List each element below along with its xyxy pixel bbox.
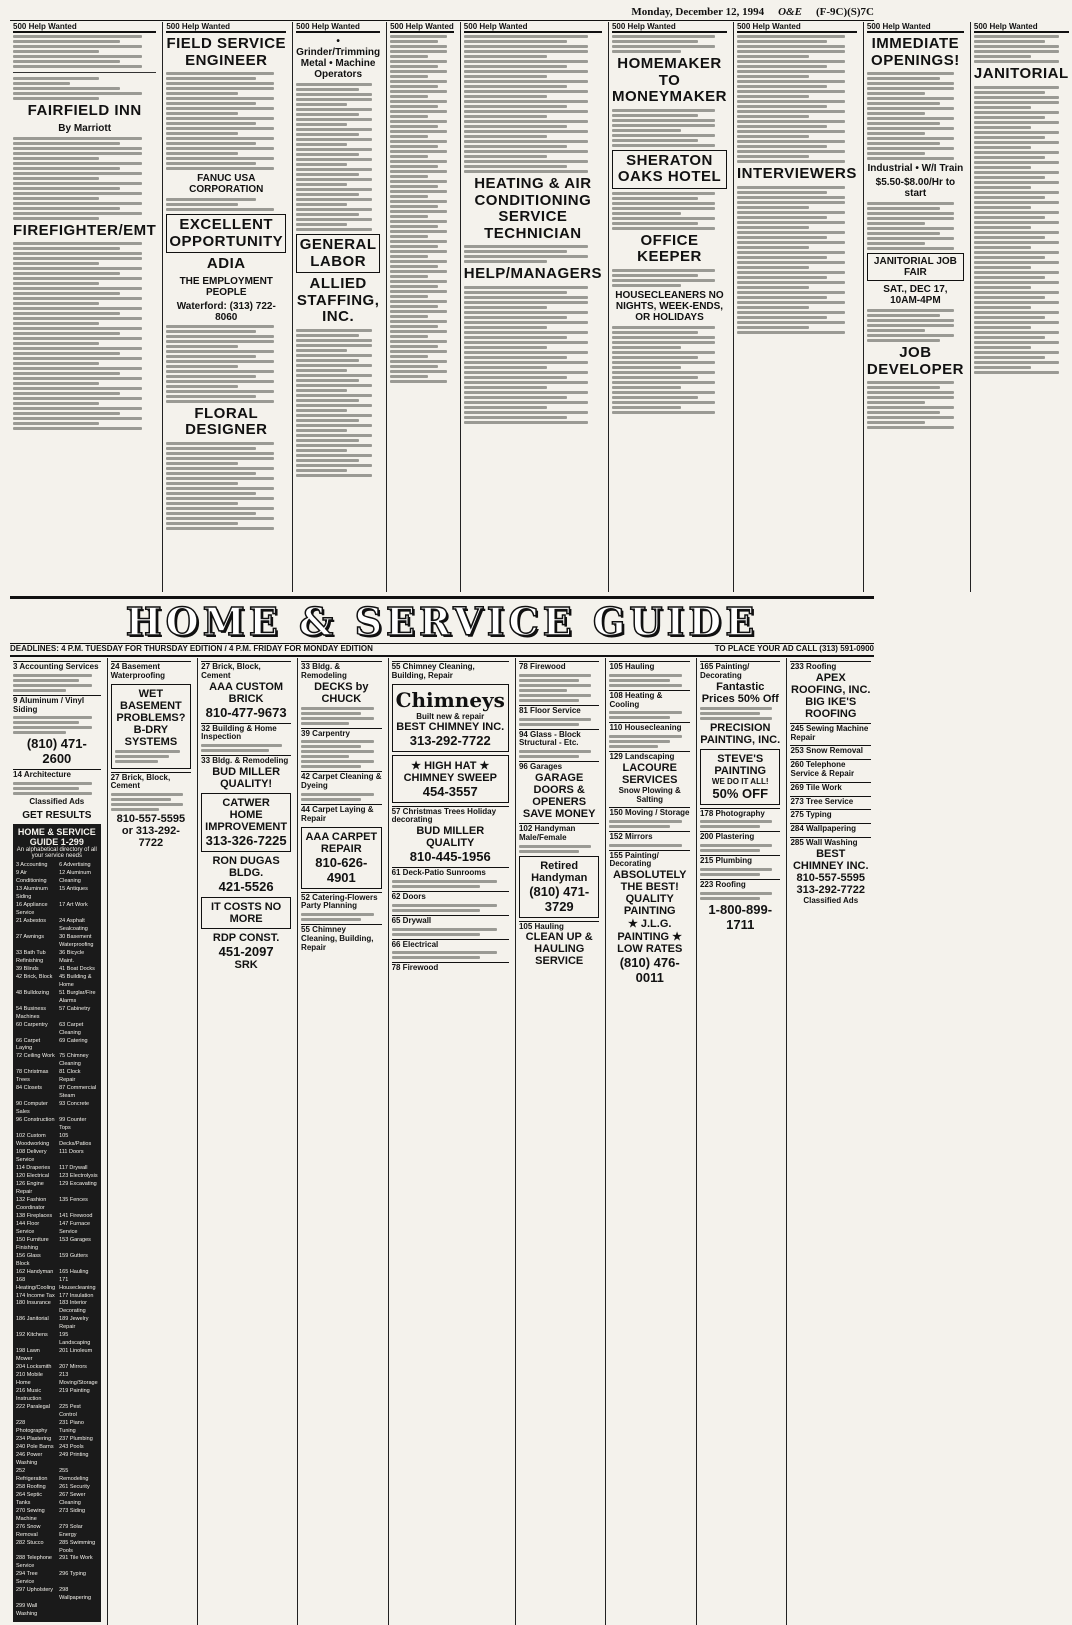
category-heading: 78 Firewood [519,661,600,672]
index-subtitle: An alphabetical directory of all your service needs [16,847,97,860]
category-heading: 78 Firewood [392,962,509,973]
ad-title: CLEAN UP & HAULING SERVICE [525,931,593,968]
index-item: 267 Sewer Cleaning [59,1491,86,1506]
index-item: 195 Landscaping [59,1332,91,1347]
ad-phone: 810-557-5595 [796,871,865,884]
category-heading: 52 Catering-Flowers Party Planning [301,892,382,912]
index-item: 9 Air Conditioning [16,870,47,885]
index-item: 135 Fences [59,1196,88,1203]
index-item: 282 Stucco [16,1539,44,1546]
classified-ads-label: Classified Ads [29,797,85,807]
category-heading: 27 Brick, Block, Cement [111,772,192,792]
index-item: 225 Pest Control [59,1404,81,1419]
ad-phone: (810) 471-3729 [529,883,590,914]
index-item: 201 Linoleum [59,1348,93,1355]
category-heading: 65 Drywall [392,915,509,926]
index-item: 60 Carpentry [16,1021,48,1028]
guide-column [388,658,512,1625]
index-item: 138 Fireplaces [16,1212,53,1219]
category-heading: 150 Moving / Storage [609,807,690,817]
index-item: 150 Furniture Finishing [16,1236,49,1251]
ad-title: ★ J.L.G. PAINTING ★ [617,918,683,944]
index-item: 108 Delivery Service [16,1149,47,1164]
index-item: 171 Housecleaning [59,1276,96,1291]
index-item: 228 Photography [16,1420,48,1434]
ad-box [700,749,781,805]
index-item: 123 Electrolysis [59,1172,98,1179]
ad-phone: 810-445-1956 [409,849,491,865]
ad-title: FIREFIGHTER/EMT [13,221,157,239]
category-heading: 9 Aluminum / Vinyl Siding [13,695,101,715]
index-item: 288 Telephone Service [16,1555,52,1570]
ad-title: BUD MILLER QUALITY! [212,765,281,790]
index-item: 30 Basement Waterproofing [59,933,94,948]
ad-title: DECKS by CHUCK [314,680,369,705]
index-item: 222 Paralegal [16,1404,50,1411]
index-item: 264 Septic Tanks [16,1491,42,1506]
category-heading: 285 Wall Washing [790,837,871,848]
ad-phone: (810) 471-2600 [26,736,87,767]
column-heading: 500 Help Wanted [166,22,286,33]
ad-title: STEVE'S PAINTING [714,752,767,777]
index-item: 273 Siding [59,1507,86,1514]
index-item: 69 Catering [59,1037,88,1044]
index-item: 41 Boat Docks [59,965,95,972]
index-list [16,862,98,1619]
ad-title: HELP/MANAGERS [463,265,602,282]
index-item: 111 Doors [59,1149,84,1156]
ad-title: CATWER HOME IMPROVEMENT [205,796,288,833]
ad-title: BUD MILLER QUALITY [416,825,485,850]
ad-title: GENERAL LABOR [296,234,380,273]
category-heading: 129 Landscaping [609,751,690,762]
help-wanted-column [970,22,1072,592]
section-label: (F-9C)(S)7C [815,6,874,18]
index-item: 57 Cabinetry [59,1005,91,1012]
index-item: 126 Engine Repair [16,1180,44,1195]
index-item: 78 Christmas Trees [16,1069,49,1084]
category-heading: 96 Garages [519,761,600,772]
category-heading: 108 Heating & Cooling [609,690,690,710]
ad-phone: (810) 476-0011 [619,955,680,986]
ad-title: FAIRFIELD INN [27,102,142,119]
guide-column [786,658,874,1625]
index-item: 258 Roofing [16,1483,46,1490]
index-item: 33 Bath Tub Refinishing [16,949,46,964]
ad-subtitle: WE DO IT ALL! [711,776,769,786]
ad-title: FIELD SERVICE ENGINEER [166,35,287,69]
index-item: 243 Pools [59,1443,84,1450]
index-title: HOME & SERVICE GUIDE 1-299 [17,827,96,848]
ad-box [111,684,192,769]
index-item: 24 Asphalt Sealcoating [59,917,88,932]
help-wanted-section [10,22,1069,592]
ad-title: APEX ROOFING, INC. [791,671,871,696]
index-item: 147 Furnace Service [59,1220,91,1235]
category-heading: 42 Carpet Cleaning & Dyeing [301,772,382,791]
category-heading: 55 Chimney Cleaning, Building, Repair [392,661,509,681]
ad-title: IMMEDIATE OPENINGS! [871,35,960,69]
ad-offer: 50% OFF [712,785,769,801]
index-item: 15 Antiques [59,886,88,893]
index-item: 81 Clock Repair [59,1069,81,1084]
index-item: 165 Hauling [59,1268,89,1275]
ad-title: HOUSECLEANERS NO NIGHTS, WEEK-ENDS, OR HOLIDAYS [615,289,724,323]
index-item: 51 Burglar/Fire Alarms [59,989,96,1004]
ad-title: BEST CHIMNEY INC. [792,847,869,872]
index-item: 231 Piano Tuning [59,1420,84,1434]
index-item: 237 Plumbing [59,1435,93,1442]
index-item: 27 Awnings [16,933,45,940]
index-item: 87 Commercial Steam [59,1085,97,1100]
index-item: 120 Electrical [16,1172,50,1179]
ad-subtitle: Snow Plowing & Salting [618,785,681,804]
index-item: 39 Blinds [16,965,39,972]
category-heading: 24 Basement Waterproofing [111,661,192,681]
index-item: 6 Advertising [59,862,91,869]
index-item: 36 Bicycle Maint. [59,949,85,964]
deadline-text: DEADLINES: 4 P.M. TUESDAY FOR THURSDAY EDITION / 4 P.M. FRIDAY FOR MONDAY EDITION [10,643,373,653]
column-heading: 500 Help Wanted [737,22,857,33]
ad-phone: 313-292-7722 [796,883,865,896]
ad-title: OFFICE KEEPER [637,231,702,265]
ad-box [392,755,509,803]
category-heading: 27 Brick, Block, Cement [201,661,291,681]
index-item: 102 Custom Woodworking [16,1133,50,1148]
ad-subtitle: $5.50-$8.00/Hr to start [875,177,956,199]
category-heading: 33 Bldg. & Remodeling [201,755,291,766]
guide-listings [10,658,874,1618]
index-item: 72 Ceiling Work [16,1053,55,1060]
ad-title: B-DRY SYSTEMS [124,723,178,748]
category-heading: 105 Hauling [519,921,600,932]
index-item: 270 Sewing Machine [16,1507,45,1522]
index-item: 13 Aluminum Siding [16,886,48,901]
category-heading: 152 Mirrors [609,831,690,842]
index-item: 207 Mirrors [59,1364,87,1371]
ad-title: QUALITY PAINTING [623,893,676,918]
index-item: 276 Snow Removal [16,1523,41,1538]
category-heading: 110 Housecleaning [609,722,690,733]
ad-box [392,684,509,752]
index-item: 177 Insulation [59,1292,94,1299]
index-item: 16 Appliance Service [16,902,48,916]
index-item: 21 Asbestos [16,917,46,924]
ad-phone: 810-557-5595 or 313-292-7722 [116,813,186,850]
ad-title: ★ HIGH HAT ★ CHIMNEY SWEEP [403,759,497,784]
category-heading: 102 Handyman Male/Female [519,823,600,843]
help-wanted-column [10,22,159,592]
index-item: 189 Jewelry Repair [59,1316,89,1331]
guide-column [107,658,195,1625]
column-heading: 500 Help Wanted [13,22,156,33]
index-item: 156 Glass Block [16,1252,41,1267]
index-item: 216 Music Instruction [16,1388,42,1403]
category-heading: 245 Sewing Machine Repair [790,723,871,743]
category-heading: 223 Roofing [700,879,781,890]
category-heading: 61 Deck-Patio Sunrooms [392,867,509,878]
ad-title: Industrial • W/I Train [867,163,964,174]
index-item: 234 Plastering [16,1435,52,1442]
guide-column [197,658,294,1625]
ad-title: GARAGE DOORS & OPENERS [532,771,587,808]
column-heading: 500 Help Wanted [974,22,1069,33]
index-item: 129 Excavating [59,1180,97,1187]
help-wanted-column [608,22,730,592]
index-item: 159 Gutters [59,1252,88,1259]
ad-subtitle: Built new & repair [416,711,485,721]
ad-title: Chimneys [395,687,505,712]
category-heading: 260 Telephone Service & Repair [790,759,871,779]
index-item: 255 Remodeling [59,1467,89,1482]
index-item: 291 Tile Work [59,1555,93,1562]
ad-title: RDP CONST. [212,931,280,944]
ad-phone: 313-326-7225 [205,832,287,848]
column-heading: 500 Help Wanted [464,22,602,33]
ad-title: WET BASEMENT PROBLEMS? [116,687,186,724]
ad-title: SRK [234,958,258,971]
index-item: 219 Painting [59,1388,90,1395]
index-item: 285 Swimming Pools [59,1539,96,1554]
ad-title: IT COSTS NO MORE [210,900,282,925]
ad-title: JOB DEVELOPER [866,344,964,378]
ad-title: LACOURE SERVICES [621,761,678,786]
ad-title: ALLIED STAFFING, INC. [296,275,380,325]
ad-subtitle: SAT., DEC 17, 10AM-4PM [883,284,948,306]
index-item: 186 Janitorial [16,1316,49,1323]
category-heading: 55 Chimney Cleaning, Building, Repair [301,924,382,952]
category-heading: 215 Plumbing [700,855,781,866]
guide-column [696,658,784,1625]
index-item: 84 Closets [16,1085,42,1092]
index-item: 213 Moving/Storage [59,1372,98,1387]
guide-column [10,658,104,1625]
issue-date: Monday, December 12, 1994 [631,6,765,18]
guide-title: HOME & SERVICE GUIDE [125,598,759,644]
index-item: 132 Fashion Coordinator [16,1196,47,1211]
ad-title: LOW RATES [617,943,683,956]
index-item: 90 Computer Sales [16,1101,48,1116]
category-heading: 155 Painting/ Decorating [609,850,690,870]
index-item: 42 Brick, Block [16,973,53,980]
ad-box [519,856,600,918]
ad-title: Retired Handyman [531,859,588,884]
ad-subtitle: By Marriott [58,122,112,134]
place-ad-text: TO PLACE YOUR AD CALL (313) 591-0900 [714,643,874,653]
index-item: 246 Power Washing [16,1451,43,1466]
guide-banner [10,596,874,644]
help-wanted-column [863,22,967,592]
category-heading: 44 Carpet Laying & Repair [301,804,382,824]
index-item: 141 Firewood [59,1212,93,1219]
index-item: 144 Floor Service [16,1220,40,1235]
category-heading: 269 Tile Work [790,782,871,793]
ad-logo: ADIA [206,255,246,272]
guide-column [297,658,385,1625]
category-heading: 94 Glass - Block Structural - Etc. [519,729,600,749]
index-item: 168 Heating/Cooling [16,1276,56,1291]
category-heading: 32 Building & Home Inspection [201,723,291,743]
ad-title: BEST CHIMNEY INC. [396,720,505,733]
index-item: 17 Art Work [59,902,88,909]
ad-phone: 421-5526 [218,878,274,894]
index-item: 252 Refrigeration [16,1467,48,1482]
ad-title: INTERVIEWERS [736,165,857,182]
category-heading: 165 Painting/ Decorating [700,661,781,681]
ad-title: AAA CARPET REPAIR [305,830,378,855]
help-wanted-column [162,22,289,592]
index-item: 298 Wallpapering [59,1587,92,1602]
ad-title: SHERATON OAKS HOTEL [612,150,727,189]
guide-column [515,658,603,1625]
ad-phone: 810-477-9673 [205,704,287,720]
ad-title: • Grinder/Trimming Metal • Machine Operators [296,36,381,80]
ad-phone: Waterford: (313) 722-8060 [176,300,276,323]
guide-column [605,658,693,1625]
column-heading: 500 Help Wanted [867,22,964,33]
index-item: 297 Upholstery [16,1587,53,1594]
index-item: 240 Pole Barns [16,1443,54,1450]
help-wanted-column [292,22,383,592]
index-item: 261 Security [59,1483,90,1490]
category-heading: 253 Snow Removal [790,745,871,756]
ad-title: HOMEMAKER TO MONEYMAKER [611,55,727,105]
category-heading: 3 Accounting Services [13,661,101,672]
index-item: 204 Locksmith [16,1364,52,1371]
ad-title: BIG IKE'S ROOFING [805,695,857,720]
index-item: 75 Chimney Cleaning [59,1053,89,1068]
ad-title: EXCELLENT OPPORTUNITY [166,214,286,253]
get-results-label: GET RESULTS [22,810,92,822]
ad-title: ABSOLUTELY THE BEST! [612,869,687,894]
category-heading: 105 Hauling [609,661,690,672]
category-heading: 66 Electrical [392,939,509,950]
ad-title: SAVE MONEY [522,807,596,820]
ad-title: FLORAL DESIGNER [185,404,268,438]
index-item: 174 Income Tax [16,1292,55,1299]
index-item: 192 Kitchens [16,1332,48,1339]
index-item: 249 Printing [59,1451,89,1458]
ad-title: AAA CUSTOM BRICK [209,680,284,705]
ad-title: Fantastic Prices 50% Off [701,680,779,705]
paper-name: O&E [778,6,802,18]
index-item: 210 Mobile Home [16,1372,43,1387]
category-heading: 275 Typing [790,809,871,820]
ad-title: HEATING & AIR CONDITIONING SERVICE TECHNICIAN [474,175,592,242]
category-heading: 178 Photography [700,808,781,819]
index-item: 296 Typing [59,1571,86,1578]
column-heading: 500 Help Wanted [612,22,727,33]
column-heading: 500 Help Wanted [390,22,454,31]
index-item: 96 Construction [16,1117,55,1124]
page-header [10,4,874,21]
ad-title: PRECISION PAINTING, INC. [700,721,781,746]
index-item: 99 Counter Tops [59,1117,87,1132]
index-item: 45 Building & Home [59,973,92,988]
index-item: 198 Lawn Mower [16,1348,40,1363]
index-item: 66 Carpet Laying [16,1037,41,1052]
index-item: 48 Bulldozing [16,989,50,996]
guide-index [13,824,101,1622]
ad-title: FANUC USA CORPORATION [189,173,264,195]
help-wanted-column [733,22,860,592]
help-wanted-column [386,22,457,592]
category-heading: 57 Christmas Trees Holiday decorating [392,806,509,826]
category-heading: 200 Plastering [700,831,781,842]
ad-title: JANITORIAL [973,65,1069,82]
category-heading: 33 Bldg. & Remodeling [301,661,382,681]
index-item: 153 Garages [59,1236,91,1243]
index-item: 12 Aluminum Cleaning [59,870,91,885]
ad-title: RON DUGAS BLDG. [212,854,280,879]
index-item: 3 Accounting [16,862,48,869]
ad-phone: 451-2097 [218,943,274,959]
ad-subtitle: THE EMPLOYMENT PEOPLE [179,275,273,298]
index-item: 63 Carpet Cleaning [59,1021,84,1036]
ad-box [201,793,291,852]
guide-deadline-bar [10,641,874,657]
index-item: 117 Drywall [59,1165,88,1171]
index-item: 279 Solar Energy [59,1523,83,1538]
column-heading: 500 Help Wanted [296,22,380,33]
index-item: 105 Decks/Patios [59,1133,92,1148]
category-heading: 284 Wallpapering [790,823,871,834]
classified-ads-label: Classified Ads [803,895,859,905]
category-heading: 233 Roofing [790,661,871,672]
category-heading: 273 Tree Service [790,796,871,807]
index-item: 180 Insurance [16,1300,51,1307]
category-heading: 62 Doors [392,891,509,902]
ad-phone: 313-292-7722 [409,732,491,748]
index-item: 294 Tree Service [16,1571,38,1586]
index-item: 54 Business Machines [16,1005,46,1020]
index-item: 93 Concrete [59,1101,90,1108]
index-item: 183 Interior Decorating [59,1300,87,1315]
ad-title: JANITORIAL JOB FAIR [867,253,964,281]
index-item: 162 Handyman [16,1268,54,1275]
category-heading: 14 Architecture [13,769,101,780]
index-item: 299 Wall Washing [16,1603,38,1618]
index-item: 114 Draperies [16,1165,51,1171]
ad-phone: 810-626-4901 [315,854,368,885]
ad-phone: 1-800-899-1711 [708,901,773,932]
ad-phone: 454-3557 [422,783,478,799]
help-wanted-column [460,22,605,592]
ad-box [301,827,382,889]
ad-box [201,897,291,929]
category-heading: 39 Carpentry [301,728,382,739]
category-heading: 81 Floor Service [519,705,600,716]
